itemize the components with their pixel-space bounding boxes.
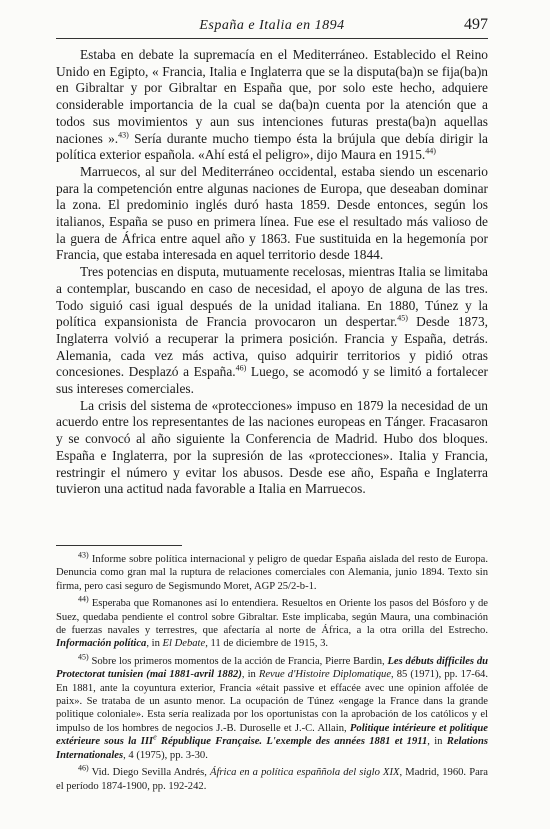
- footnote-44-text-2: , in: [146, 638, 163, 650]
- footnote-43: [56, 550, 488, 593]
- footnote-46: [56, 763, 489, 793]
- footnote-45-text-8: , 4 (1975), pp. 3-30.: [123, 749, 208, 761]
- footnote-45-author-3: Allain: [317, 722, 344, 734]
- footnote-ref-46: 46): [235, 363, 247, 373]
- footnote-45-text-2: ,: [382, 655, 388, 667]
- footnote-46-text-3: , Madrid, 1960. Para el período 1874-1900, pp. 192-242.: [56, 767, 489, 792]
- footnote-45-text-4: , 85 (1971), pp. 17-64. En 1881, ante la coyuntura exterior, Francia «était passive et effacée avec une opinion affolée de paix». Se trataba de un asunto menor. La ocupación de Túnez «engage la France dans la grande politique coloniale». Esta sería realizada por los oportunistas con la aprobación de los católicos y el impulso de los hombres de negocios J.-B.: [56, 669, 489, 734]
- footnote-45-text-5: et J.-C.: [280, 722, 318, 734]
- footnote-45-text-1: Sobre los primeros momentos de la acción de Francia,: [88, 655, 326, 667]
- footnote-44-title: Información política: [56, 638, 147, 650]
- footnote-separator: [56, 545, 182, 546]
- footnote-45-title-2a: Politique intérieure et politique extérieure sous la III: [56, 722, 488, 748]
- footnote-ref-44: 44): [425, 146, 436, 156]
- paragraph-4: La crisis del sistema de «protecciones» impuso en 1879 la necesidad de un acuerdo entre los representantes de las naciones europeas en Tánger. Fracasaron y se convocó al año siguiente la Conferencia de Madrid. Hubo dos bloques. España e Inglaterra, por la supresión de las «protecciones». Italia y Francia, restringir el número y evitar los abusos. Desde ese año, España e Inglaterra tuvieron una actitud nada favorable a Italia en Marruecos.: [56, 397, 488, 497]
- footnote-45-text-3: , in: [241, 669, 259, 681]
- footnote-46-title: África en a política españñola del siglo XIX: [209, 767, 400, 779]
- footnote-number-46: 46): [78, 763, 89, 773]
- footnote-ref-45: 45): [397, 313, 408, 323]
- footnote-46-author: Diego Sevilla Andrés: [112, 767, 205, 779]
- footnote-45-author-1: Pierre Bardin: [325, 655, 383, 667]
- footnote-46-text-2: ,: [204, 767, 210, 779]
- paragraph-1-part-1: Estaba en debate la supremacía en el Mediterráneo. Establecido el Reino Unido en Egipto, « Francia, Italia e Inglaterra que se la disputa(ba)n se fija(ba)n en Gibraltar y por Gibraltar en España que, por solo este hecho, adquiere considerable importancia de la cual se da(ba)n cuenta por la atención que a todos sus movimientos y aun sus intenciones futuras presta(ba)n aquellas naciones ».: [56, 47, 488, 146]
- footnote-number-45: 45): [78, 652, 89, 662]
- footnote-45-title-1: Les débuts difficiles du Protectorat tunisien (mai 1881-avril 1882): [56, 655, 489, 681]
- page-header: [56, 16, 488, 39]
- paragraph-1-part-2: Sería durante mucho tiempo ésta la brújula que debía dirigir la política exterior española. «Ahí está el peligro», dijo Maura en 1915.: [56, 130, 488, 163]
- footnote-45-text-6: ,: [344, 722, 350, 734]
- paragraph-3-part-1: Tres potencias en disputa, mutuamente recelosas, mientras Italia se limitaba a contemplar, buscando en caso de necesidad, el apoyo de alguna de las tres. Todo siguió casi igual después de la unidad italiana. En 1880, Túnez y la política expansionista de Francia provocaron un despertar.: [56, 264, 488, 330]
- footnote-45-journal-2: Relations Internationales: [56, 736, 488, 761]
- footnote-43-text: Informe sobre política internacional y peligro de quedar España aislada del resto de Europa. Denuncia como gran mal la ruptura de relaciones comerciales con Alemania, junio 1894. Texto sin firma, pero casi seguro de Segismundo Moret, AGP 25/2-b-1.: [56, 554, 488, 592]
- footnote-44-text-1: Esperaba que Romanones así lo entendiera. Resueltos en Oriente los pasos del Bósforo y de Suez, quedaba pendiente el control sobre Gibraltar. Este implicaba, según Maura, una combinación de fuerzas navales y terrestres, que afectaría al norte de África, a la otra orilla del Estrecho.: [56, 598, 488, 637]
- running-title: España e Italia en 1894: [199, 18, 345, 33]
- page-number: 497: [464, 16, 488, 33]
- footnote-number-44: 44): [78, 594, 89, 604]
- footnote-45-text-7: , in: [427, 736, 447, 748]
- paragraph-2: Marruecos, al sur del Mediterráneo occidental, estaba siendo un escenario para la competención entre algunas naciones de Europa, que deseaban dominar la zona. El predominio inglés duró hasta 1859. Desde entonces, según los italianos, España se puso en primera línea. Fue ese el resultado más valioso de la guera de África entre aquel año y 1863. Fue sustituida en la hegemonía por Francia, que estaba interesada en aquel territorio desde 1844.: [56, 163, 488, 263]
- footnote-46-text-1: Vid.: [88, 767, 113, 779]
- footnote-45-superscript: e: [153, 732, 157, 742]
- paragraph-3-part-2: Desde 1873, Inglaterra volvió a recuperar la primera posición. Francia y España, detrás. Alemania, cada vez más activa, quiso adquirir territorios y pidió otras concesiones. Desplazó a España.: [56, 314, 488, 380]
- footnote-45: [56, 652, 489, 762]
- footnotes: [56, 550, 489, 797]
- footnote-44: [56, 594, 488, 651]
- footnote-number-43: 43): [78, 550, 89, 560]
- footnote-45-journal-1: Revue d'Histoire Diplomatique: [258, 669, 392, 681]
- paragraph-3-part-3: Luego, se acomodó y se limitó a fortalecer sus intereses comerciales.: [56, 364, 488, 397]
- footnote-44-text-3: , 11 de diciembre de 1915, 3.: [205, 638, 329, 650]
- paragraph-3: [56, 264, 488, 398]
- footnote-44-journal: El Debate: [162, 638, 206, 650]
- footnote-45-title-2b: République Française. L'exemple des années 1881 et 1911: [156, 736, 428, 748]
- footnote-ref-43: 43): [118, 130, 129, 140]
- main-text: [56, 47, 488, 498]
- footnote-45-author-2: Duroselle: [239, 722, 281, 734]
- paragraph-1: [56, 47, 488, 164]
